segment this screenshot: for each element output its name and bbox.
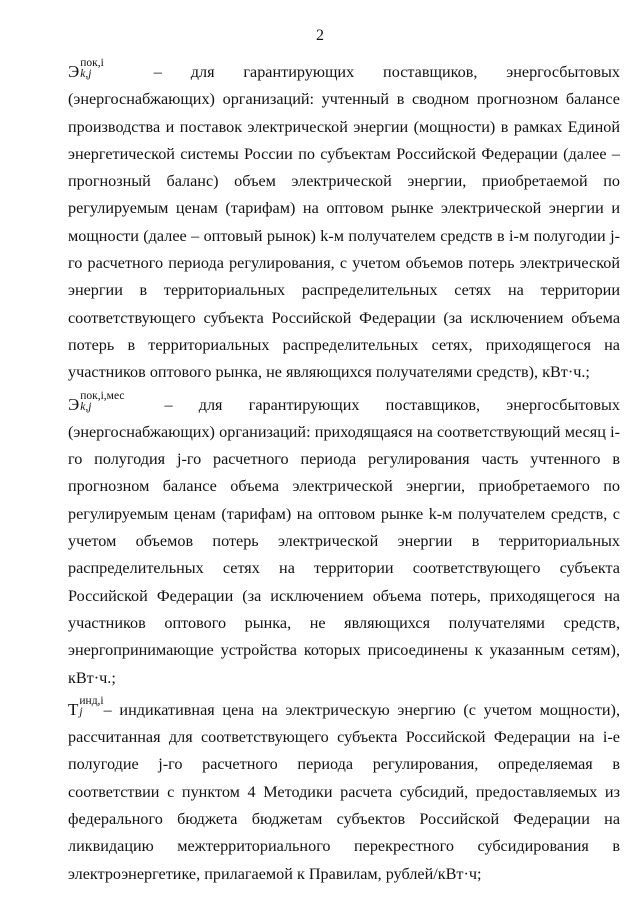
definition-word: для (190, 63, 215, 81)
definition-text: T инд,i j – индикативная цена на электрическую энергию (с учетом мощности), рассчитанная для соответствующего субъекта Российской Федерации на i-е полугодие j-го расчетного периода регулирования, определяемая в соответствии с пунктом 4 Методики расчета субсидий, предоставляемых из федерального бюджета бюджетам субъектов Российской Федерации на ликвидацию межтерриториального перекрестного субсидирования в электроэнергетике, прилагаемой к Правилам, рублей/кВт·ч; (68, 695, 620, 883)
definition-first-line (68, 391, 620, 419)
definition-item-2 (68, 391, 620, 692)
definition-dash: – (153, 63, 162, 81)
formula-symbol: Э пок,i k,j (68, 57, 104, 81)
definition-first-line (68, 58, 620, 86)
definition-dash: – (164, 395, 173, 414)
definition-word: поставщиков, (383, 63, 478, 81)
definition-text: (энергоснабжающих) организаций: учтенный в сводном прогнозном балансе производства и поставок электрической энергии (мощности) в рамках Единой энергетической системы России по субъектам Российской Федерации (далее – прогнозный баланс) объем электрической энергии, приобретаемой по регулируемым ценам (тарифам) на оптовом рынке электрической энергии и мощности (далее – оптовый рынок) k-м получателем средств в i-м полугодии j-го расчетного периода регулирования, с учетом объемов потерь электрической энергии в территориальных распределительных сетях на территории соответствующего субъекта Российской Федерации (за исключением объема потерь в территориальных распределительных сетях, приходящегося на участников оптового рынка, не являющихся получателями средств), кВт·ч.; (68, 90, 620, 382)
definition-word: гарантирующих (248, 395, 360, 414)
definition-word: гарантирующих (243, 63, 355, 81)
document-body (68, 58, 620, 888)
definition-word: энергосбытовых (506, 63, 620, 81)
definition-dash: – (103, 700, 112, 719)
definition-word: поставщиков, (385, 395, 481, 414)
page-number: 2 (316, 27, 324, 44)
definition-item-1 (68, 58, 620, 387)
formula-symbol: T инд,i j (68, 695, 104, 719)
definition-word: для (198, 395, 223, 414)
definition-text: (энергоснабжающих) организаций: приходящаяся на соответствующий месяц i-го полугодия j-го расчетного периода регулирования часть учтенного в прогнозном балансе объема электрической энергии, приобретаемого по регулируемым ценам (тарифам) на оптовом рынке k-м получателем средств, с учетом объемов потерь электрической энергии в территориальных распределительных сетях на территории соответствующего субъекта Российской Федерации (за исключением объема потерь, приходящегося на участников оптового рынка, не являющихся получателями средств, энергопринимающие устройства которых присоединены к указанным сетям), кВт·ч.; (68, 422, 620, 687)
formula-symbol: Э пок,i,мес k,j (68, 389, 125, 414)
definition-item-3 (68, 696, 620, 888)
definition-word: энергосбытовых (506, 395, 620, 414)
